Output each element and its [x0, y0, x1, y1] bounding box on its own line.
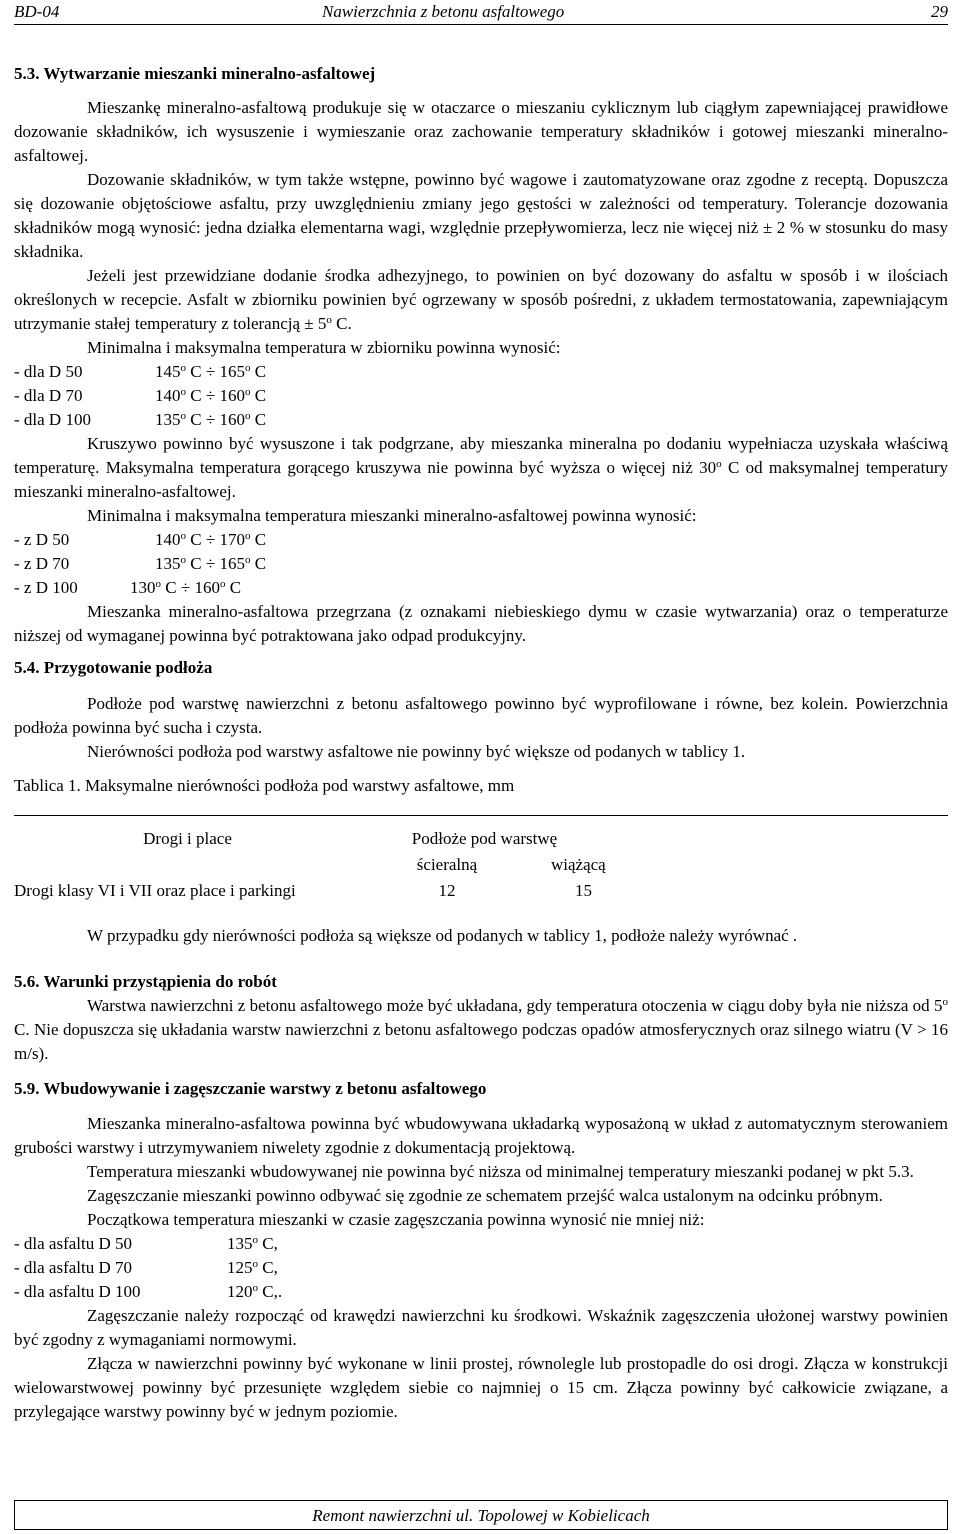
- paragraph: Zagęszczanie należy rozpocząć od krawędzi nawierzchni ku środkowi. Wskaźnik zagęszczenia ułożonej warstwy powinien być zgodny z wymaganiami normowymi.: [14, 1306, 948, 1349]
- paragraph: Mieszankę mineralno-asfaltową produkuje się w otaczarce o mieszaniu cyklicznym lub ciągłym zapewniającej prawidłowe dozowanie składników, ich wysuszenie i wymieszanie oraz zachowanie temperatury składników i gotowej mieszanki mineralno-asfaltowej.: [14, 98, 948, 165]
- table-1: [14, 815, 948, 904]
- paragraph: Nierówności podłoża pod warstwy asfaltowe nie powinny być większe od podanych w tablicy 1.: [87, 742, 746, 761]
- table-cell: 12: [438, 881, 456, 900]
- paragraph: W przypadku gdy nierówności podłoża są większe od podanych w tablicy 1, podłoże należy wyrównać .: [87, 926, 798, 945]
- section-5-9-body: [14, 1112, 948, 1424]
- list-item: - z D 100 130$^o$ C ÷ 160$^o$ C: [14, 578, 242, 597]
- list-item: - z D 50 140$^o$ C ÷ 170$^o$ C: [14, 530, 267, 549]
- section-5-3: [14, 62, 948, 86]
- list-item: - dla asfaltu D 50 135$^o$ C,: [14, 1234, 278, 1253]
- header-title: Nawierzchnia z betonu asfaltowego: [322, 2, 565, 21]
- table-row: [14, 878, 948, 904]
- section-5-4-title: 5.4. Przygotowanie podłoża: [14, 658, 213, 677]
- paragraph: Jeżeli jest przewidziane dodanie środka adhezyjnego, to powinien on być dozowany do asfaltu w sposób i w ilościach określonych w recepcie. Asfalt w zbiorniku powinien być ogrzewany w sposób pośredni, z układem termostatowania, zapewniającym utrzymanie stałej temperatury z tolerancją ± $5^o$ C.: [14, 266, 948, 333]
- paragraph: Złącza w nawierzchni powinny być wykonane w linii prostej, równolegle lub prostopadle do osi drogi. Złącza w konstrukcji wielowarstwowej powinny być przesunięte względem siebie co najmniej o 15 cm. Złącza powinny być całkowicie związane, a przylegające warstwy powinny być w jednym poziomie.: [14, 1354, 948, 1421]
- header-doc-code: BD-04: [14, 2, 60, 21]
- table-header-cell: ścieralną: [416, 855, 478, 874]
- paragraph: Minimalna i maksymalna temperatura w zbiorniku powinna wynosić:: [87, 338, 561, 357]
- table-header-row: [14, 816, 948, 853]
- table-subheader-row: [14, 852, 948, 878]
- list-item: - dla asfaltu D 70 125$^o$ C,: [14, 1258, 278, 1277]
- section-5-9-title: 5.9. Wbudowywanie i zagęszczanie warstwy z betonu asfaltowego: [14, 1079, 487, 1098]
- paragraph: Mieszanka mineralno-asfaltowa powinna być wbudowywana układarką wyposażoną w układ z automatycznym sterowaniem grubości warstwy i utrzymywaniem niwelety zgodnie z dokumentacją projektową.: [14, 1114, 948, 1157]
- mix-temperature-list: [14, 528, 948, 600]
- paragraph: Kruszywo powinno być wysuszone i tak podgrzane, aby mieszanka mineralna po dodaniu wypełniacza uzyskała właściwą temperaturę. Maksymalna temperatura gorącego kruszywa nie powinna być wyższa o więcej niż 30$^o$ C od maksymalnej temperatury mieszanki mineralno-asfaltowej.: [14, 434, 948, 501]
- header-page-number: 29: [931, 2, 948, 21]
- paragraph: Zagęszczanie mieszanki powinno odbywać się zgodnie ze schematem przejść walca ustalonym na odcinku próbnym.: [87, 1186, 883, 1205]
- paragraph: Mieszanka mineralno-asfaltowa przegrzana (z oznakami niebieskiego dymu w czasie wytwarzania) oraz o temperaturze niższej od wymaganej powinna być potraktowana jako odpad produkcyjny.: [14, 602, 948, 645]
- list-item: - dla D 70 140$^o$ C ÷ 160$^o$ C: [14, 386, 267, 405]
- table-cell: Drogi klasy VI i VII oraz place i parkingi: [14, 881, 296, 900]
- section-5-3-title: 5.3. Wytwarzanie mieszanki mineralno-asfaltowej: [14, 64, 376, 83]
- section-5-3-body: [14, 96, 948, 648]
- section-5-4: [14, 656, 948, 680]
- section-5-4-body: [14, 692, 948, 764]
- paragraph: Podłoże pod warstwę nawierzchni z betonu asfaltowego powinno być wyprofilowane i równe, bez kolein. Powierzchnia podłoża powinna być sucha i czysta.: [14, 694, 948, 737]
- list-item: - dla D 50 145$^o$ C ÷ 165$^o$ C: [14, 362, 267, 381]
- section-5-4-note: [14, 924, 948, 948]
- section-5-6: [14, 970, 948, 1066]
- paragraph: Minimalna i maksymalna temperatura mieszanki mineralno-asfaltowej powinna wynosić:: [87, 506, 697, 525]
- list-item: - z D 70 135$^o$ C ÷ 165$^o$ C: [14, 554, 267, 573]
- paragraph: Początkowa temperatura mieszanki w czasie zagęszczania powinna wynosić nie mniej niż:: [87, 1210, 705, 1229]
- compaction-temperature-list: [14, 1232, 948, 1304]
- paragraph: Warstwa nawierzchni z betonu asfaltowego może być układana, gdy temperatura otoczenia w ciągu doby była nie niższa od 5$^o$ C. Nie dopuszcza się układania warstw nawierzchni z betonu asfaltowego podczas opadów atmosferycznych oraz silnego wiatru (V > 16 m/s).: [14, 996, 948, 1063]
- section-5-9: [14, 1077, 948, 1101]
- table-cell: 15: [575, 881, 592, 900]
- tank-temperature-list: [14, 360, 948, 432]
- table-header-cell: wiążącą: [551, 855, 606, 874]
- table-header-cell: Podłoże pod warstwę: [411, 829, 558, 848]
- table-caption: Tablica 1. Maksymalne nierówności podłoża pod warstwy asfaltowe, mm: [14, 776, 515, 795]
- paragraph: Temperatura mieszanki wbudowywanej nie powinna być niższa od minimalnej temperatury mieszanki podanej w pkt 5.3.: [87, 1162, 914, 1181]
- table-header-cell: Drogi i place: [143, 829, 232, 848]
- section-5-6-title: 5.6. Warunki przystąpienia do robót: [14, 972, 277, 991]
- page-footer: Remont nawierzchni ul. Topolowej w Kobielicach: [14, 1500, 948, 1530]
- paragraph: Dozowanie składników, w tym także wstępne, powinno być wagowe i zautomatyzowane oraz zgodne z receptą. Dopuszcza się dozowanie objętościowe asfaltu, przy uwzględnieniu zmiany jego gęstości w zależności od temperatury. Tolerancje dozowania składników mogą wynosić: jedna działka elementarna wagi, względnie przepływomierza, lecz nie więcej niż ± 2 % w stosunku do masy składnika.: [14, 170, 948, 261]
- list-item: - dla asfaltu D 100 120$^o$ C,.: [14, 1282, 283, 1301]
- list-item: - dla D 100 135$^o$ C ÷ 160$^o$ C: [14, 410, 267, 429]
- page-header: [14, 0, 948, 25]
